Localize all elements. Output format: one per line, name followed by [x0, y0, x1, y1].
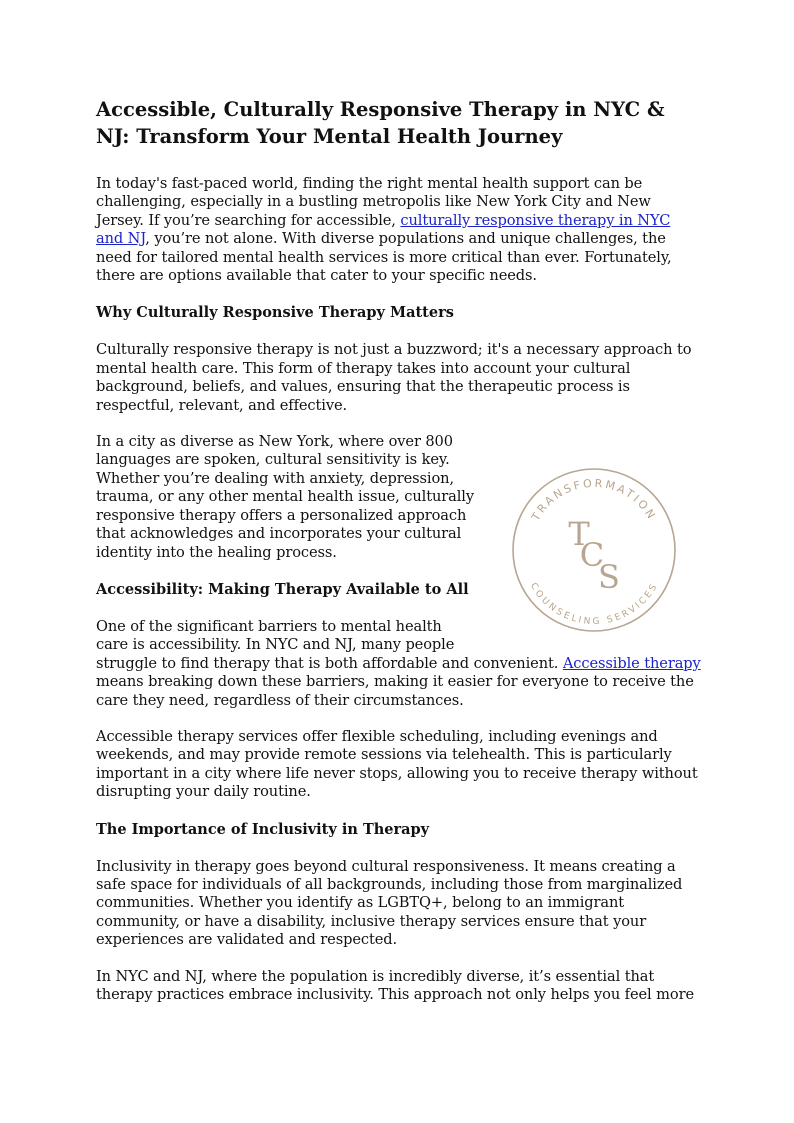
section1-paragraph-1: Culturally responsive therapy is not just a buzzword; it's a necessary approach to mental health care. This form of therapy takes into account your cultural background, beliefs, and values, ensuring that the therapeutic process is respectful, relevant, and effective.: [96, 341, 692, 414]
section1-paragraph-2: In a city as diverse as New York, where over 800 languages are spoken, cultural sensitivity is key. Whether you’re dealing with anxiety, depression, trauma, or any other mental health issue, culturally responsive therapy offers a personalized approach that acknowledges and incorporates your cultural identity into the healing process.: [96, 433, 475, 561]
section-heading-why: Why Culturally Responsive Therapy Matters: [96, 304, 454, 322]
logo-bottom-text: COUNSELING SERVICES: [528, 581, 660, 627]
intro-paragraph: [96, 175, 701, 285]
intro-text-before: In today's fast-paced world, finding the right mental health support can be challenging, especially in a bustling metropolis like New York City and New Jersey. If you’re searching for accessible,: [96, 175, 651, 229]
section2-text-after: means breaking down these barriers, making it easier for everyone to receive the care they need, regardless of their circumstances.: [96, 673, 694, 709]
logo-top-text: TRANSFORMATION: [529, 476, 659, 524]
culturally-responsive-therapy-link[interactable]: culturally responsive therapy in NYC and NJ: [96, 211, 671, 248]
page-title: Accessible, Culturally Responsive Therapy in NYC & NJ: Transform Your Mental Health Journey: [96, 98, 665, 148]
logo-letter-t: T: [568, 515, 590, 554]
section2-text-before: One of the significant barriers to mental health care is accessibility. In NYC and NJ, many people struggle to find therapy that is both affordable and convenient.: [96, 617, 563, 672]
logo-letter-c: C: [579, 536, 605, 575]
tcs-logo: [505, 461, 683, 639]
section-heading-accessibility: Accessibility: Making Therapy Available to All: [96, 580, 469, 598]
logo-letter-s: S: [598, 558, 620, 597]
section2-paragraph-2: Accessible therapy services offer flexible scheduling, including evenings and weekends, and may provide remote sessions via telehealth. This is particularly important in a city where life never stops, allowing you to receive therapy without disrupting your daily routine.: [96, 727, 698, 801]
section3-paragraph-1: Inclusivity in therapy goes beyond cultural responsiveness. It means creating a safe space for individuals of all backgrounds, including those from marginalized communities. Whether you identify as LGBTQ+, belong to an immigrant community, or have a disability, inclusive therapy services ensure that your experiences are validated and respected.: [96, 857, 683, 949]
section-heading-inclusivity: The Importance of Inclusivity in Therapy: [96, 820, 430, 838]
intro-text-after: , you’re not alone. With diverse populations and unique challenges, the need for tailored mental health services is more critical than ever. Fortunately, there are options available that cater to your specific needs.: [96, 230, 672, 285]
accessible-therapy-link[interactable]: Accessible therapy: [562, 654, 701, 672]
document-page: [96, 96, 701, 1022]
section3-paragraph-2: In NYC and NJ, where the population is incredibly diverse, it’s essential that therapy practices embrace inclusivity. This approach not only helps you feel more: [96, 967, 695, 1003]
